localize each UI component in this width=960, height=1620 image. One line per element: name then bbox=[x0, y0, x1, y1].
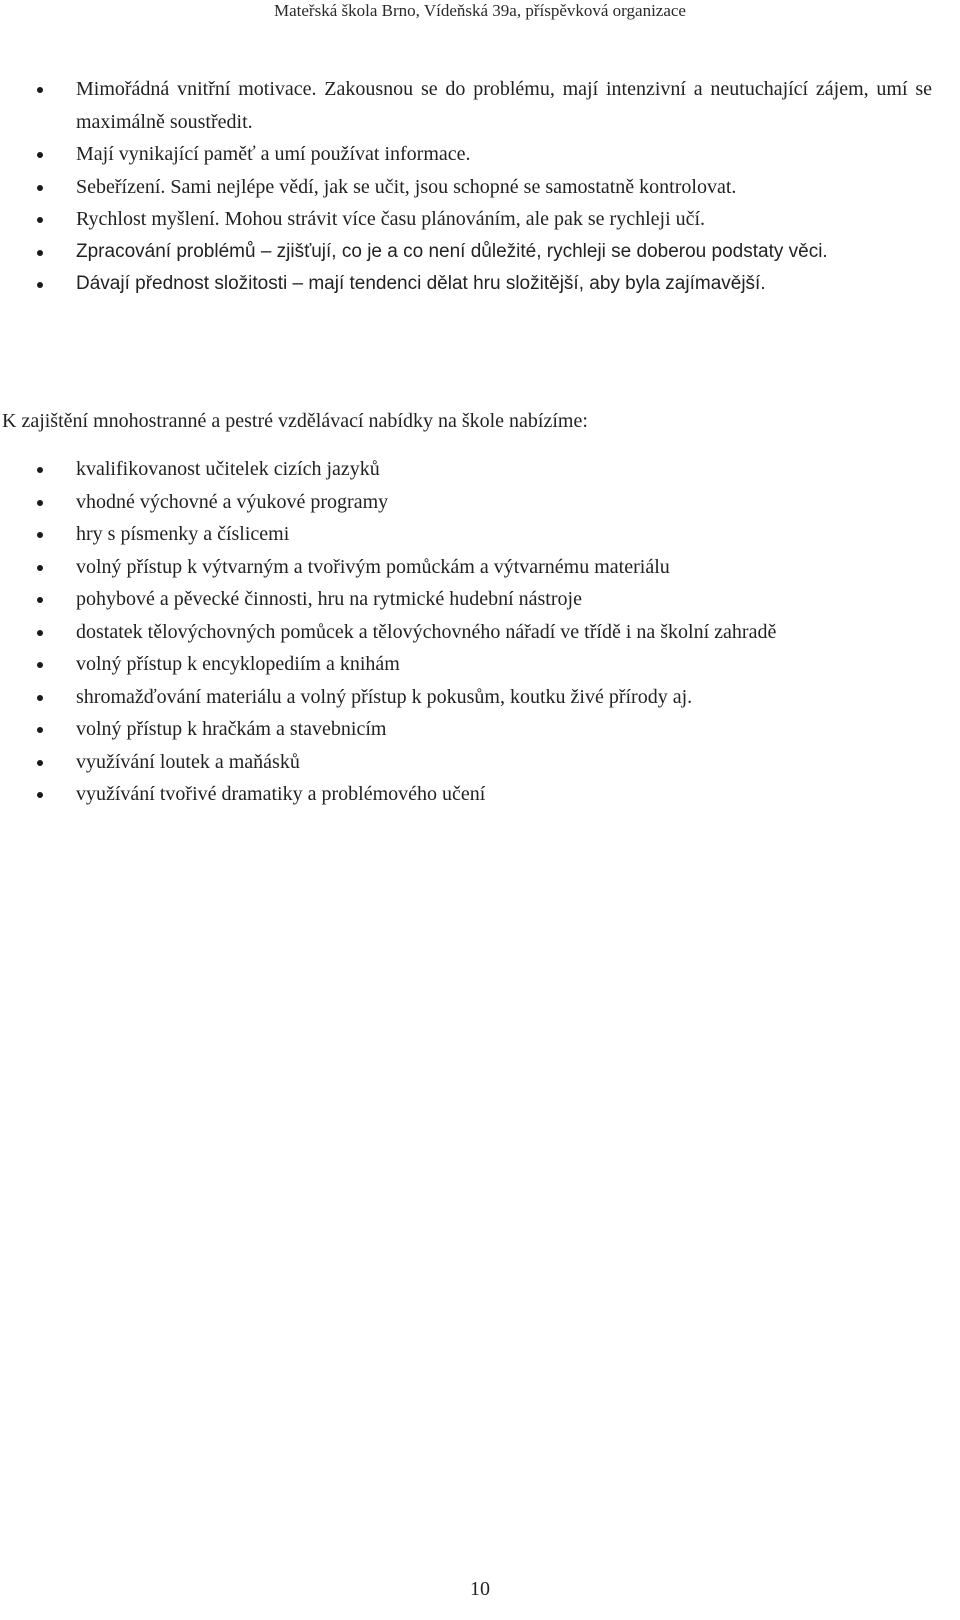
list-item bbox=[0, 551, 960, 584]
list-item-text: shromažďování materiálu a volný přístup k pokusům, koutku živé přírody aj. bbox=[76, 685, 693, 708]
list-item bbox=[0, 648, 960, 681]
bullet-icon bbox=[37, 217, 43, 223]
bullet-icon bbox=[37, 185, 43, 191]
list-item bbox=[0, 171, 960, 204]
bullet-icon bbox=[37, 597, 43, 603]
list-item bbox=[0, 583, 960, 616]
list-item bbox=[0, 73, 960, 138]
list-item-text: dostatek tělovýchovných pomůcek a tělovýchovného nářadí ve třídě i na školní zahradě bbox=[76, 620, 777, 643]
page-header: Mateřská škola Brno, Vídeňská 39a, příspěvková organizace bbox=[274, 1, 686, 20]
list-item-text: využívání tvořivé dramatiky a problémového učení bbox=[76, 783, 486, 805]
bullet-icon bbox=[37, 792, 43, 798]
bullet-icon bbox=[37, 87, 43, 93]
bullet-icon bbox=[37, 282, 43, 288]
list-item-text: Mimořádná vnitřní motivace. Zakousnou se do problému, mají intenzivní a neutuchající zájem, umí se maximálně soustředit. bbox=[76, 78, 932, 133]
list-item-text: Zpracování problémů – zjišťují, co je a co není důležité, rychleji se doberou podstaty věci. bbox=[76, 240, 828, 262]
bullet-icon bbox=[37, 532, 43, 538]
page-number: 10 bbox=[470, 1578, 490, 1600]
list-item bbox=[0, 518, 960, 551]
list-item-text: volný přístup k hračkám a stavebnicím bbox=[76, 718, 387, 740]
bullet-icon bbox=[37, 152, 43, 158]
list-item-text: pohybové a pěvecké činnosti, hru na rytmické hudební nástroje bbox=[76, 588, 582, 610]
bullet-icon bbox=[37, 467, 43, 473]
bullet-icon bbox=[37, 250, 43, 256]
list-item-text: Rychlost myšlení. Mohou strávit více času plánováním, ale pak se rychleji učí. bbox=[76, 208, 706, 230]
list-item-text: Sebeřízení. Sami nejlépe vědí, jak se učit, jsou schopné se samostatně kontrolovat. bbox=[76, 175, 737, 198]
list-item bbox=[0, 616, 960, 649]
list-item-text: kvalifikovanost učitelek cizích jazyků bbox=[76, 458, 380, 480]
gifted-traits-list bbox=[0, 73, 960, 301]
list-item bbox=[0, 453, 960, 486]
list-item bbox=[0, 713, 960, 746]
list-item bbox=[0, 138, 960, 171]
bullet-icon bbox=[37, 760, 43, 766]
list-item-text: využívání loutek a maňásků bbox=[76, 750, 300, 773]
list-item-text: vhodné výchovné a výukové programy bbox=[76, 490, 389, 513]
offer-list bbox=[0, 453, 960, 811]
offer-intro: K zajištění mnohostranné a pestré vzdělávací nabídky na škole nabízíme: bbox=[2, 410, 588, 432]
list-item bbox=[0, 268, 960, 301]
bullet-icon bbox=[37, 695, 43, 701]
list-item bbox=[0, 203, 960, 236]
list-item bbox=[0, 681, 960, 714]
list-item bbox=[0, 778, 960, 811]
list-item bbox=[0, 486, 960, 519]
list-item bbox=[0, 746, 960, 779]
list-item-text: Dávají přednost složitosti – mají tendenci dělat hru složitější, aby byla zajímavější. bbox=[76, 273, 766, 294]
bullet-icon bbox=[37, 500, 43, 506]
list-item-text: volný přístup k výtvarným a tvořivým pomůckám a výtvarnému materiálu bbox=[76, 555, 670, 578]
bullet-icon bbox=[37, 727, 43, 733]
bullet-icon bbox=[37, 565, 43, 571]
bullet-icon bbox=[37, 630, 43, 636]
list-item-text: volný přístup k encyklopediím a knihám bbox=[76, 653, 400, 675]
bullet-icon bbox=[37, 662, 43, 668]
list-item-text: Mají vynikající paměť a umí používat informace. bbox=[76, 143, 471, 165]
list-item bbox=[0, 236, 960, 269]
list-item-text: hry s písmenky a číslicemi bbox=[76, 523, 290, 545]
